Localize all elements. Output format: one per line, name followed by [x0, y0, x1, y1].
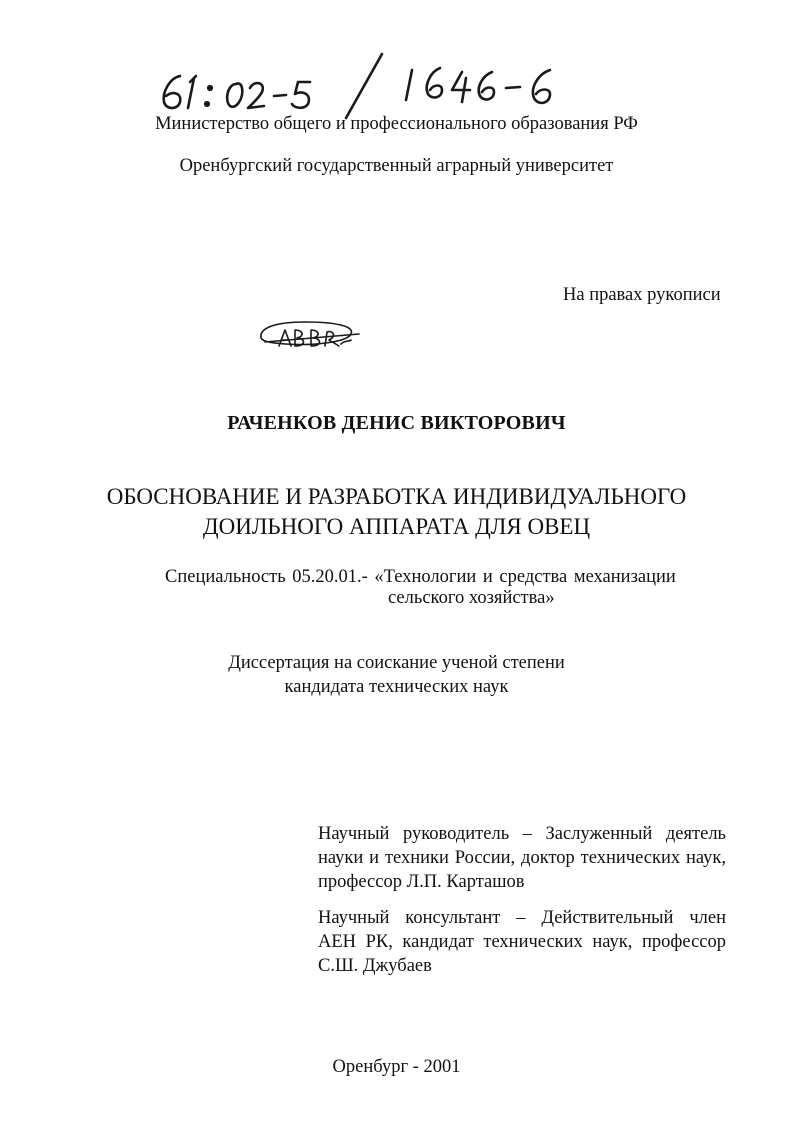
consultant-line-1: Научный консультант – Действительный член [318, 908, 726, 928]
ministry-name: Министерство общего и профессионального образования РФ [155, 114, 638, 134]
title-line-2: ДОИЛЬНОГО АППАРАТА ДЛЯ ОВЕЦ [202, 514, 591, 539]
university-name: Оренбургский государственный аграрный университет [179, 156, 614, 176]
supervisor-line-3: профессор Л.П. Карташов [318, 872, 525, 892]
city-year: Оренбург - 2001 [332, 1057, 461, 1077]
supervisor-line-2: науки и техники России, доктор технических наук, [318, 848, 726, 868]
supervisor-line-1: Научный руководитель – Заслуженный деятель [318, 824, 726, 844]
author-name: РАЧЕНКОВ ДЕНИС ВИКТОРОВИЧ [227, 412, 566, 434]
degree-line-2: кандидата технических наук [284, 677, 509, 697]
author-signature [255, 312, 365, 356]
handwritten-registry-code [150, 48, 570, 120]
specialty-line-2: сельского хозяйства» [388, 588, 555, 608]
consultant-line-3: С.Ш. Джубаев [318, 956, 432, 976]
title-line-1: ОБОСНОВАНИЕ И РАЗРАБОТКА ИНДИВИДУАЛЬНОГО [106, 484, 687, 509]
scientific-consultant [318, 906, 726, 978]
specialty-line-1: Специальность 05.20.01.- «Технологии и средства механизации [165, 567, 676, 587]
degree-line-1: Диссертация на соискание ученой степени [228, 653, 565, 673]
dissertation-title [0, 482, 793, 542]
rights-note: На правах рукописи [563, 285, 721, 305]
degree-statement [0, 651, 793, 699]
scientific-supervisor [318, 822, 726, 894]
consultant-line-2: АЕН РК, кандидат технических наук, профессор [318, 932, 726, 952]
